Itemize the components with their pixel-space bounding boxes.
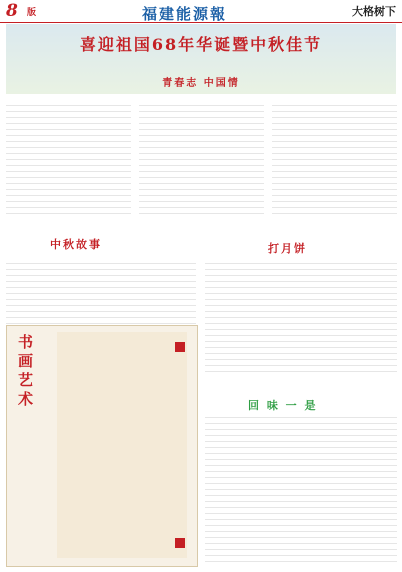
- section-heading: 打月饼: [268, 242, 307, 255]
- calligraphy-artwork: [57, 332, 187, 558]
- calligraphy-panel: [6, 325, 198, 567]
- article-body: [205, 412, 397, 562]
- banner-subtitle: 青春志 中国情: [162, 78, 240, 89]
- article-column-1: [6, 100, 131, 215]
- seal-icon: [175, 342, 185, 352]
- banner-title: 喜迎祖国68年华诞暨中秋佳节: [79, 35, 323, 54]
- newspaper-masthead: 福建能源報: [142, 5, 228, 23]
- calligraphy-label: 书画艺术: [16, 334, 34, 410]
- article-column-3: [272, 100, 397, 215]
- section-heading: 回 味 一 是: [248, 399, 318, 412]
- section-title: 大格树下: [352, 5, 396, 18]
- article-column-2: [139, 100, 264, 215]
- holiday-banner: [6, 24, 396, 94]
- page-header: [0, 0, 402, 23]
- seal-icon: [175, 538, 185, 548]
- poem-text: [6, 258, 196, 326]
- article-body: [205, 258, 397, 373]
- section-heading: 中秋故事: [50, 238, 102, 251]
- page-name: 版: [27, 8, 37, 18]
- page-number: 8: [6, 1, 18, 21]
